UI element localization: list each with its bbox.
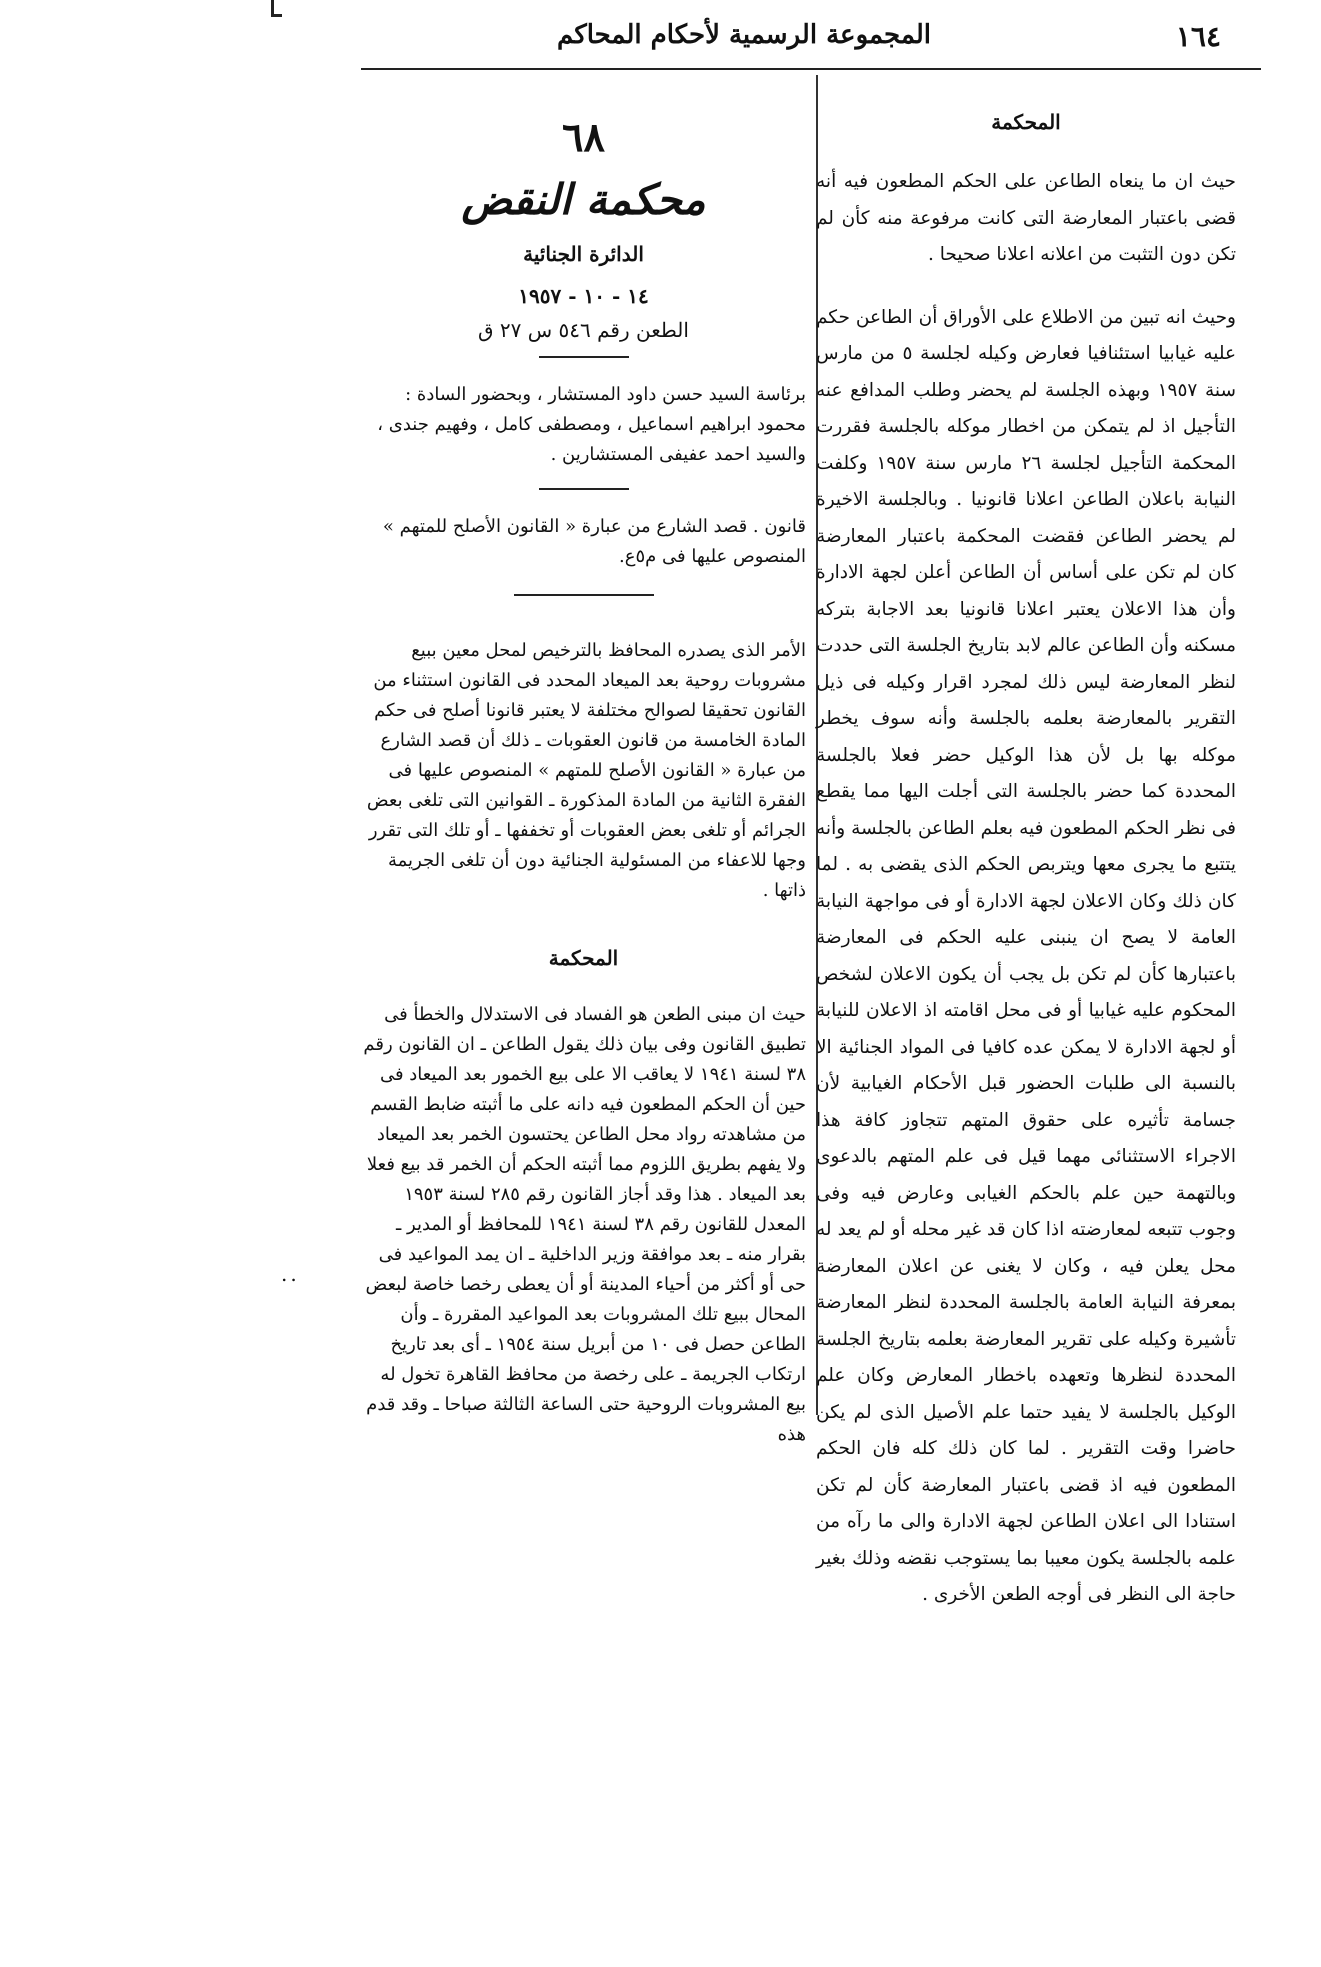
page-number: ١٦٤ (1175, 20, 1221, 53)
paragraph-2: وحيث انه تبين من الاطلاع على الأوراق أن الطاعن حكم عليه غيابيا استئنافيا فعارض وكيله لجلسة ٥ من مارس سنة ١٩٥٧ وبهذه الجلسة لم يحضر وطلب المدافع عنه التأجيل اذ لم يتمكن من اخطار موكله بالجلسة فقررت المحكمة التأجيل لجلسة ٢٦ مارس سنة ١٩٥٧ وكلفت النيابة باعلان الطاعن اعلانا قانونيا . وبالجلسة الاخيرة لم يحضر الطاعن فقضت المحكمة باعتبار المعارضة كان لم تكن على أساس أن الطاعن أعلن لجهة الادارة وأن هذا الاعلان يعتبر اعلانا قانونيا بعد الاجابة بتركه مسكنه وأن الطاعن عالم لابد بتاريخ الجلسة التى حددت لنظر المعارضة ليس ذلك لمجرد اقرار وكيله فى ذيل التقرير بالمعارضة بعلمه بالجلسة وأنه سوف يخطر موكله بها بل لأن هذا الوكيل حضر فعلا بالجلسة المحددة كما حضر بالجلسة التى أجلت اليها مما يقطع فى نظر الحكم المطعون فيه بعلم الطاعن بالجلسة وأنه يتتبع ما يجرى معها ويتربص الحكم الذى يقضى به . لما كان ذلك وكان الاعلان لجهة الادارة أو فى مواجهة النيابة العامة لا يصح ان ينبنى عليه الحكم فى المعارضة باعتبارها كأن لم تكن بل يجب أن يكون الاعلان لشخص المحكوم عليه غيابيا أو فى محل اقامته اذ الاعلان للنيابة أو لجهة الادارة لا يمكن عده كافيا فى المواد الجنائية الا بالنسبة الى طلبات الحضور قبل الأحكام الغيابية لأن جسامة تأثيره على حقوق المتهم تتجاوز كافة هذا الاجراء الاستثنائى مهما قيل فى علم المتهم بالدعوى وبالتهمة حين علم بالحكم الغيابى وعارض فيه وفى وجوب تتبعه لمعارضته اذا كان قد غير محله أو لم يعد له محل يعلن فيه ، وكان لا يغنى عن اعلان المعارضة بمعرفة النيابة العامة بالجلسة المحددة لنظر المعارضة تأشيرة وكيله على تقرير المعارضة بعلمه بتاريخ الجلسة المحددة لنظرها وتعهده باخطار المعارض وكان علم الوكيل بالجلسة لا يفيد حتما علم الأصيل الذى لم يكن حاضرا وقت التقرير . لما كان ذلك كله فان الحكم المطعون فيه اذ قضى باعتبار المعارضة كأن لم تكن استنادا الى اعلان الطاعن لجهة الادارة والى ما رآه من علمه بالجلسة يكون معيبا بما يستوجب نقضه وذلك بغير حاجة الى النظر فى أوجه الطعن الأخرى . (816, 306, 1236, 1605)
separator-rule (539, 488, 629, 490)
left-column (361, 110, 806, 1450)
circuit-name: الدائرة الجنائية (523, 242, 644, 266)
running-title: المجموعة الرسمية لأحكام المحاكم (557, 20, 931, 50)
right-column (816, 110, 1236, 1614)
case-number: ٦٨ (562, 114, 605, 161)
page-header (361, 0, 1261, 70)
paragraph-1: حيث ان ما ينعاه الطاعن على الحكم المطعون فيه أنه قضى باعتبار المعارضة التى كانت مرفوعة منه كأن لم تكن دون التثبت من اعلانه اعلانا صحيحا . (816, 171, 1236, 265)
ruling-body: حيث ان مبنى الطعن هو الفساد فى الاستدلال والخطأ فى تطبيق القانون وفى بيان ذلك يقول الطاعن ـ ان القانون رقم ٣٨ لسنة ١٩٤١ لا يعاقب الا على بيع الخمور بعد الميعاد فى حين أن الحكم المطعون فيه دانه على ما أثبته ضابط القسم من مشاهدته رواد محل الطاعن يحتسون الخمر بعد الميعاد ولا يفهم بطريق اللزوم مما أثبته الحكم أن الخمر قد بيع فعلا بعد الميعاد . هذا وقد أجاز القانون رقم ٢٨٥ لسنة ١٩٥٣ المعدل للقانون رقم ٣٨ لسنة ١٩٤١ للمحافظ أو المدير ـ بقرار منه ـ بعد موافقة وزير الداخلية ـ ان يمد المواعيد فى حى أو أكثر من أحياء المدينة أو أن يعطى رخصا خاصة لبعض المحال ببيع تلك المشروبات بعد المواعيد المقررة ـ وأن الطاعن حصل فى ١٠ من أبريل سنة ١٩٥٤ ـ أى بعد تاريخ ارتكاب الجريمة ـ على رخصة من محافظ القاهرة تخول له بيع المشروبات الروحية حتى الساعة الثالثة صباحا ـ وقد قدم هذه (363, 1004, 806, 1445)
margin-marks: .. (281, 1262, 300, 1286)
court-name: محكمة النقض (461, 175, 706, 224)
separator-rule (539, 356, 629, 358)
ruling-summary: الأمر الذى يصدره المحافظ بالترخيص لمحل معين ببيع مشروبات روحية بعد الميعاد المحدد فى القانون استثناء من القانون تحقيقا لصوالح مختلفة لا يعتبر قانونا أصلح فى حكم المادة الخامسة من قانون العقوبات ـ ذلك أن قصد الشارع من عبارة « القانون الأصلح للمتهم » المنصوص عليها فى الفقرة الثانية من المادة المذكورة ـ القوانين التى تلغى بعض الجرائم أو تلغى بعض العقوبات أو تخففها ـ أو تلك التى تقرر وجها للاعفاء من المسئولية الجنائية دون أن تلغى الجريمة ذاتها . (366, 640, 806, 901)
header-rule (361, 68, 1261, 70)
headnote: قانون . قصد الشارع من عبارة « القانون الأصلح للمتهم » المنصوص عليها فى م٥ع. (382, 516, 806, 567)
separator-rule (514, 594, 654, 596)
corner-mark (271, 0, 282, 17)
court-heading-left: المحكمة (548, 946, 619, 970)
presidency-text: برئاسة السيد حسن داود المستشار ، وبحضور السادة : محمود ابراهيم اسماعيل ، ومصطفى كامل ، وفهيم جندى ، والسيد احمد عفيفى المستشارين . (377, 384, 806, 465)
court-heading-right: المحكمة (991, 110, 1061, 134)
appeal-number: الطعن رقم ٥٤٦ س ٢٧ ق (478, 318, 689, 342)
ruling-date: ١٤ - ١٠ - ١٩٥٧ (518, 284, 649, 308)
